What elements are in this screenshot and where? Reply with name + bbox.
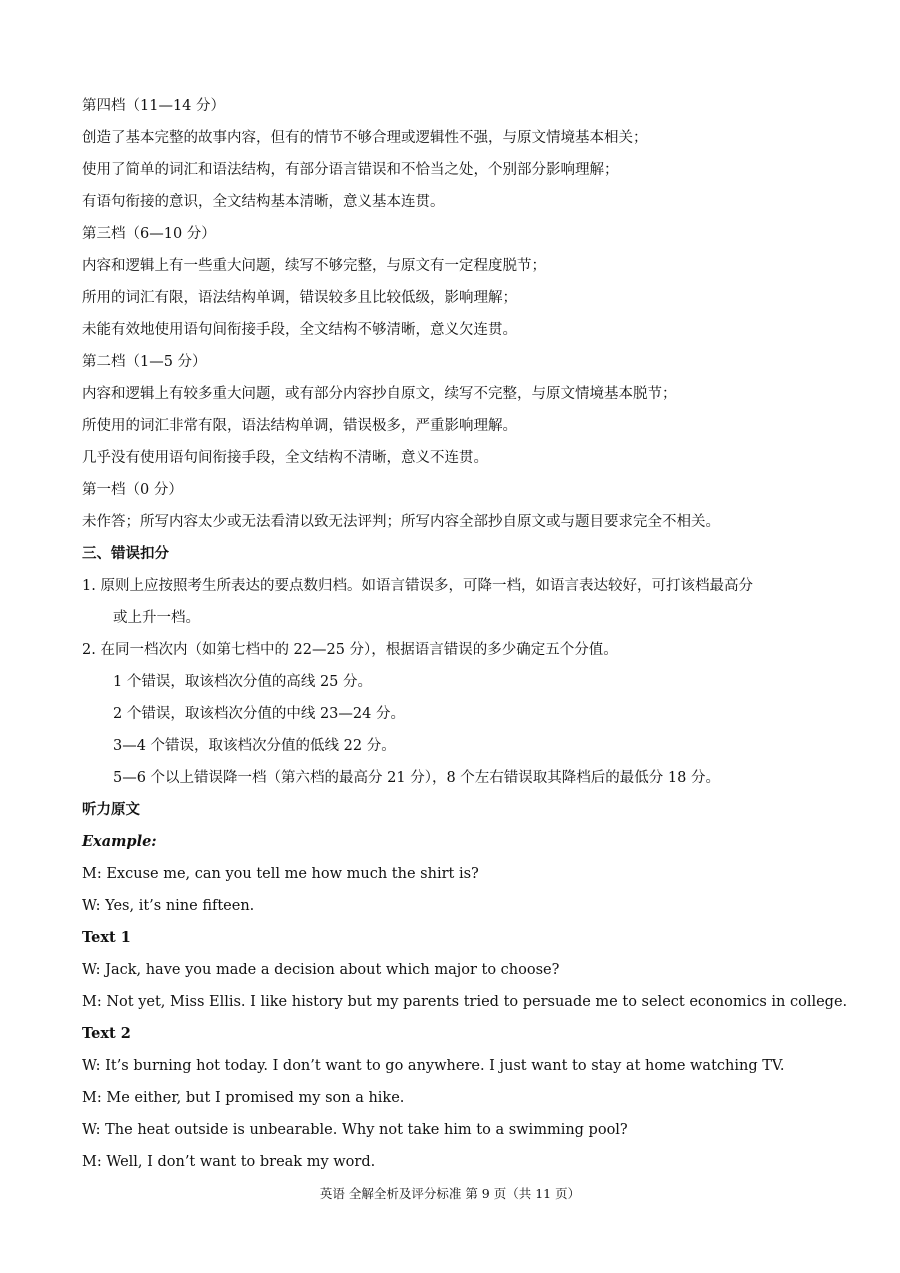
deduction-item-1: 1. 原则上应按照考生所表达的要点数归档。如语言错误多，可降一档，如语言表达较好，可打该档最高分	[82, 578, 753, 594]
band4-line-3: 有语句衔接的意识，全文结构基本清晰，意义基本连贯。	[82, 194, 445, 210]
deduction-heading: 三、错误扣分	[82, 545, 169, 562]
example-line-1: M: Excuse me, can you tell me how much the shirt is?	[82, 866, 479, 882]
band4-line-1: 创造了基本完整的故事内容，但有的情节不够合理或逻辑性不强，与原文情境基本相关；	[82, 130, 648, 146]
deduction-sub-3: 3—4 个错误，取该档次分值的低线 22 分。	[113, 738, 396, 754]
band3-line-1: 内容和逻辑上有一些重大问题，续写不够完整，与原文有一定程度脱节；	[82, 258, 546, 274]
deduction-sub-4: 5—6 个以上错误降一档（第六档的最高分 21 分），8 个左右错误取其降档后的最低分 18 分。	[113, 770, 720, 786]
text2-label: Text 2	[82, 1025, 131, 1042]
deduction-sub-1: 1 个错误，取该档次分值的高线 25 分。	[113, 674, 373, 690]
text1-label: Text 1	[82, 929, 131, 946]
band2-line-3: 几乎没有使用语句间衔接手段，全文结构不清晰，意义不连贯。	[82, 450, 488, 466]
band4-line-2: 使用了简单的词汇和语法结构，有部分语言错误和不恰当之处，个别部分影响理解；	[82, 162, 619, 178]
band2-title: 第二档（1—5 分）	[82, 354, 207, 370]
band3-title: 第三档（6—10 分）	[82, 226, 216, 242]
example-label: Example:	[82, 833, 157, 850]
band2-line-2: 所使用的词汇非常有限，语法结构单调，错误极多，严重影响理解。	[82, 418, 517, 434]
example-line-2: W: Yes, it’s nine fifteen.	[82, 898, 255, 914]
listening-heading: 听力原文	[82, 801, 140, 818]
band1-title: 第一档（0 分）	[82, 482, 183, 498]
text1-line-2: M: Not yet, Miss Ellis. I like history but my parents tried to persuade me to select economics in college.	[82, 994, 848, 1010]
deduction-item-1-cont: 或上升一档。	[113, 610, 200, 626]
text2-line-4: M: Well, I don’t want to break my word.	[82, 1154, 376, 1170]
band1-line-1: 未作答；所写内容太少或无法看清以致无法评判；所写内容全部抄自原文或与题目要求完全不相关。	[82, 514, 720, 530]
band3-line-3: 未能有效地使用语句间衔接手段，全文结构不够清晰，意义欠连贯。	[82, 322, 517, 338]
document-body	[82, 90, 848, 1178]
text2-line-2: M: Me either, but I promised my son a hike.	[82, 1090, 405, 1106]
deduction-sub-2: 2 个错误，取该档次分值的中线 23—24 分。	[113, 706, 405, 722]
text2-line-1: W: It’s burning hot today. I don’t want to go anywhere. I just want to stay at home watching TV.	[82, 1058, 785, 1074]
deduction-item-2: 2. 在同一档次内（如第七档中的 22—25 分），根据语言错误的多少确定五个分值。	[82, 642, 618, 658]
page-footer: 英语 全解全析及评分标准 第 9 页（共 11 页）	[319, 1186, 581, 1201]
band4-title: 第四档（11—14 分）	[82, 98, 226, 114]
band3-line-2: 所用的词汇有限，语法结构单调，错误较多且比较低级，影响理解；	[82, 290, 517, 306]
band2-line-1: 内容和逻辑上有较多重大问题，或有部分内容抄自原文，续写不完整，与原文情境基本脱节；	[82, 386, 677, 402]
text1-line-1: W: Jack, have you made a decision about which major to choose?	[82, 962, 560, 978]
text2-line-3: W: The heat outside is unbearable. Why not take him to a swimming pool?	[82, 1122, 628, 1138]
